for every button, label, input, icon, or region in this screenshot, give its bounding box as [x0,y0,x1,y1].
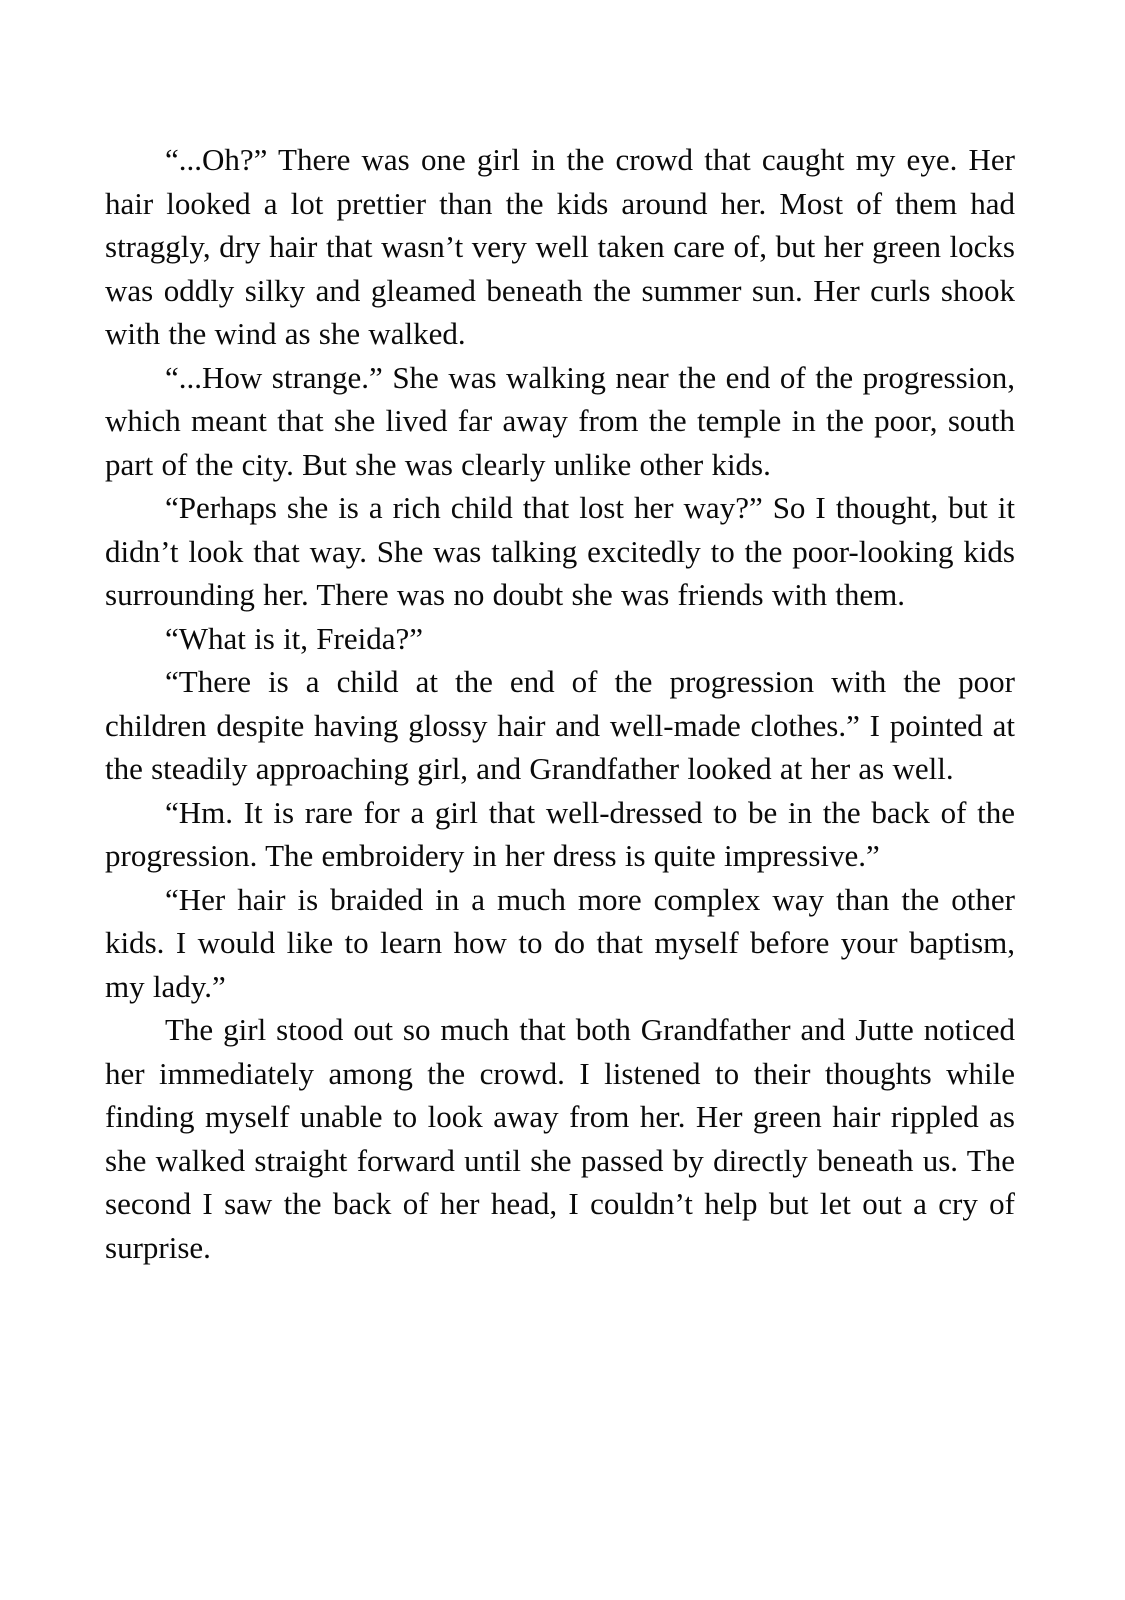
paragraph: “...Oh?” There was one girl in the crowd that caught my eye. Her hair looked a lot prettier than the kids around her. Most of them had straggly, dry hair that wasn’t very well taken care of, but her green locks was oddly silky and gleamed beneath the summer sun. Her curls shook with the wind as she walked. [105,142,1015,351]
page-text-block [105,138,1015,1269]
paragraph: “...How strange.” She was walking near the end of the progression, which meant that she lived far away from the temple in the poor, south part of the city. But she was clearly unlike other kids. [105,359,1015,482]
paragraph: “Perhaps she is a rich child that lost her way?” So I thought, but it didn’t look that way. She was talking excitedly to the poor-looking kids surrounding her. There was no doubt she was friends with them. [105,490,1015,612]
paragraph: “Her hair is braided in a much more complex way than the other kids. I would like to learn how to do that myself before your baptism, my lady.” [105,881,1015,1004]
paragraph: The girl stood out so much that both Grandfather and Jutte noticed her immediately among the crowd. I listened to their thoughts while finding myself unable to look away from her. Her green hair rippled as she walked straight forward until she passed by directly beneath us. The second I saw the back of her head, I couldn’t help but let out a cry of surprise. [105,1012,1015,1265]
paragraph: “What is it, Freida?” [165,620,424,656]
paragraph: “Hm. It is rare for a girl that well-dressed to be in the back of the progression. The embroidery in her dress is quite impressive.” [105,794,1015,873]
paragraph: “There is a child at the end of the progression with the poor children despite having glossy hair and well-made clothes.” I pointed at the steadily approaching girl, and Grandfather looked at her as well. [105,664,1015,786]
